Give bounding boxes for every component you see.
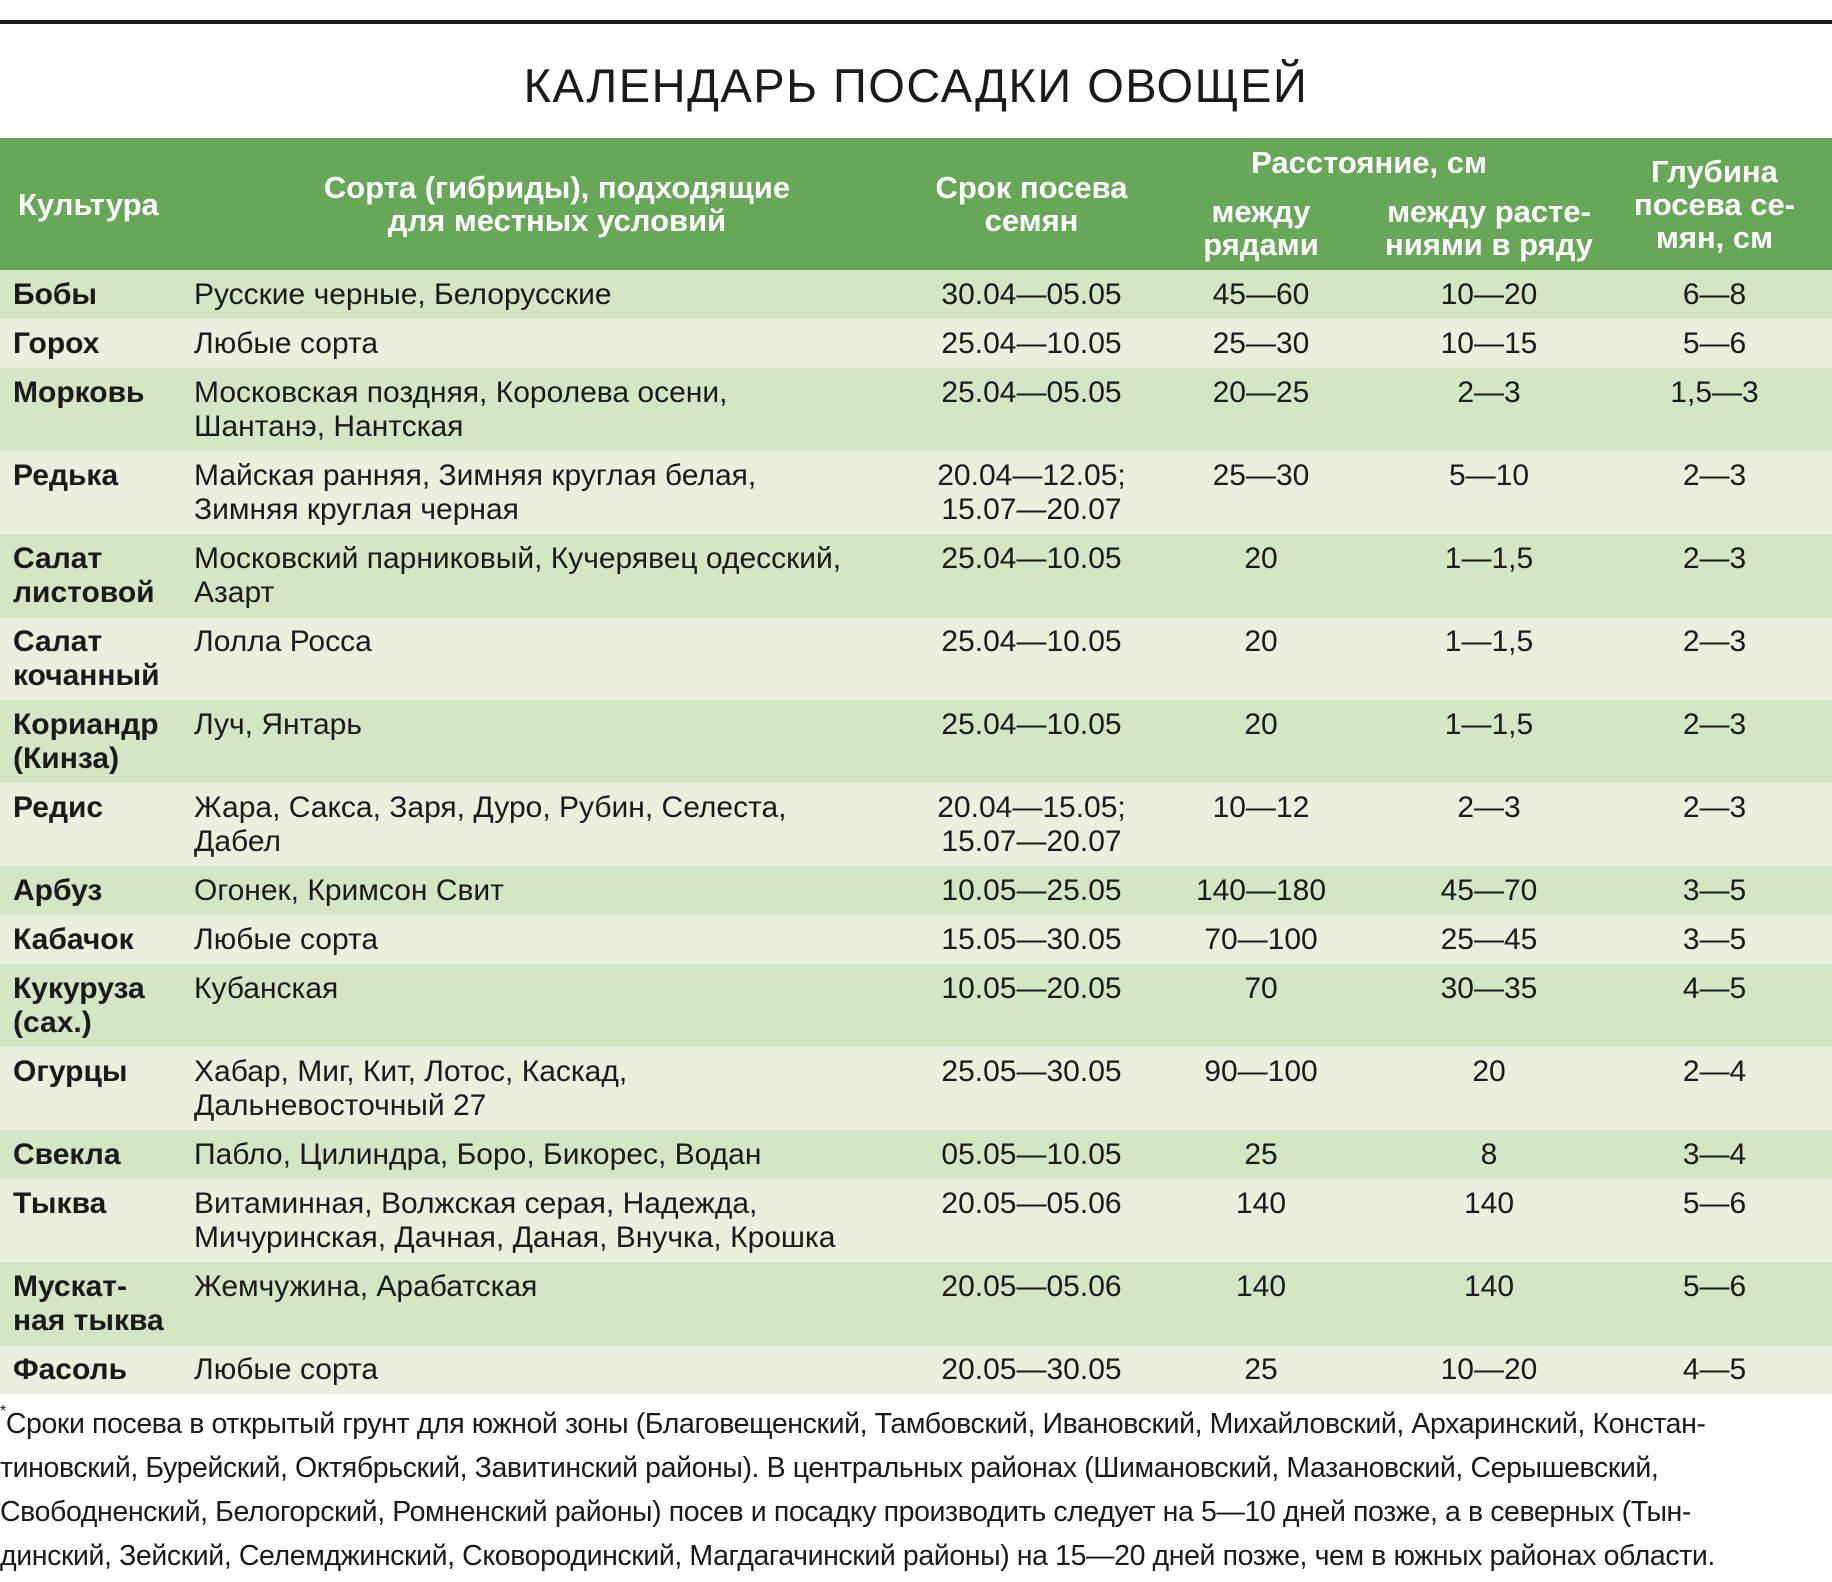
term-cell-line: 20.05—05.06 [941, 1187, 1122, 1220]
crop-cell [0, 1262, 192, 1345]
term-cell [922, 617, 1141, 700]
between-plants-cell: 8 [1381, 1130, 1597, 1179]
between-plants-cell: 25—45 [1381, 915, 1597, 964]
table-row [0, 534, 1832, 617]
between-rows-cell: 70 [1141, 964, 1381, 1047]
crop-cell-line: Салат [13, 542, 103, 575]
term-cell-line: 20.04—12.05; [937, 459, 1126, 492]
sorts-cell [192, 1262, 922, 1345]
between-plants-cell: 1—1,5 [1381, 534, 1597, 617]
term-cell-line: 05.05—10.05 [941, 1138, 1122, 1171]
between-plants-cell: 2—3 [1381, 783, 1597, 866]
sorts-cell-line: Зимняя круглая черная [194, 493, 519, 526]
between-plants-cell: 10—20 [1381, 1345, 1597, 1394]
header-depth-line3: мян, см [1655, 219, 1774, 255]
crop-cell [0, 1130, 192, 1179]
header-depth-line1: Глубина [1651, 153, 1778, 189]
header-sorts-line1: Сорта (гибриды), подходящие [323, 170, 791, 205]
header-term-line2: семян [984, 203, 1079, 238]
table-body [0, 270, 1832, 1394]
between-rows-cell: 140 [1141, 1179, 1381, 1262]
depth-cell: 2—3 [1597, 700, 1832, 783]
term-cell [922, 1047, 1141, 1130]
sorts-cell [192, 1047, 922, 1130]
term-cell-line: 25.04—10.05 [941, 542, 1122, 575]
sorts-cell-line: Любые сорта [194, 327, 379, 360]
footnote-text: Свободненский, Белогорский, Ромненский районы) посев и посадку производить следует на 5—10 дней позже, а в северных (Тын- [0, 1496, 1691, 1528]
sorts-cell-line: Хабар, Миг, Кит, Лотос, Каскад, [194, 1055, 628, 1088]
footnote-line [0, 1446, 1832, 1490]
sorts-cell-line: Огонек, Кримсон Свит [194, 874, 504, 907]
sorts-cell [192, 319, 922, 368]
sorts-cell-line: Кубанская [194, 972, 339, 1005]
sorts-cell [192, 617, 922, 700]
table-row [0, 1130, 1832, 1179]
table-row [0, 700, 1832, 783]
term-cell-line: 25.05—30.05 [941, 1055, 1122, 1088]
sorts-cell [192, 915, 922, 964]
crop-cell [0, 783, 192, 866]
crop-cell [0, 915, 192, 964]
crop-cell-line: Кукуруза [13, 972, 145, 1005]
footnote-line [0, 1534, 1832, 1578]
header-sorts [192, 138, 922, 270]
crop-cell [0, 617, 192, 700]
sorts-cell-line: Московская поздняя, Королева осени, [194, 376, 728, 409]
header-rows-line1: между [1211, 194, 1311, 229]
depth-cell: 2—3 [1597, 783, 1832, 866]
term-cell-line: 10.05—25.05 [941, 874, 1122, 907]
header-term-line1: Срок посева [935, 170, 1128, 205]
table-row [0, 451, 1832, 534]
table-row [0, 270, 1832, 319]
term-cell-line: 20.05—05.06 [941, 1270, 1122, 1303]
between-rows-cell: 140 [1141, 1262, 1381, 1345]
sorts-cell-line: Дальневосточный 27 [194, 1089, 487, 1122]
table-row [0, 1345, 1832, 1394]
crop-cell [0, 534, 192, 617]
depth-cell: 3—5 [1597, 866, 1832, 915]
depth-cell: 4—5 [1597, 1345, 1832, 1394]
between-rows-cell: 140—180 [1141, 866, 1381, 915]
between-plants-cell: 20 [1381, 1047, 1597, 1130]
term-cell-line: 25.04—10.05 [941, 708, 1122, 741]
term-cell [922, 270, 1141, 319]
sorts-cell-line: Шантанэ, Нантская [194, 410, 464, 443]
between-plants-cell: 140 [1381, 1179, 1597, 1262]
sorts-cell [192, 1345, 922, 1394]
term-cell [922, 1179, 1141, 1262]
between-plants-cell: 10—20 [1381, 270, 1597, 319]
depth-cell: 5—6 [1597, 1179, 1832, 1262]
term-cell [922, 319, 1141, 368]
sorts-cell [192, 1179, 922, 1262]
header-between-plants [1381, 186, 1597, 270]
footnote-line [0, 1490, 1832, 1534]
depth-cell: 3—5 [1597, 915, 1832, 964]
table-row [0, 319, 1832, 368]
term-cell-line: 15.07—20.07 [941, 493, 1122, 526]
crop-cell-line: Горох [13, 327, 100, 360]
depth-cell: 6—8 [1597, 270, 1832, 319]
footnote [0, 1402, 1832, 1578]
sorts-cell [192, 964, 922, 1047]
crop-cell [0, 866, 192, 915]
sorts-cell-line: Витаминная, Волжская серая, Надежда, [194, 1187, 758, 1220]
term-cell [922, 700, 1141, 783]
crop-cell [0, 1179, 192, 1262]
footnote-marker: * [0, 1403, 6, 1420]
depth-cell: 4—5 [1597, 964, 1832, 1047]
crop-cell [0, 964, 192, 1047]
term-cell [922, 915, 1141, 964]
sorts-cell-line: Любые сорта [194, 1353, 379, 1386]
crop-cell-line: Мускат- [13, 1270, 127, 1303]
crop-cell-line: Салат [13, 625, 103, 658]
header-between-rows [1141, 186, 1381, 270]
term-cell [922, 368, 1141, 451]
depth-cell: 5—6 [1597, 319, 1832, 368]
sorts-cell [192, 451, 922, 534]
top-rule [0, 20, 1832, 24]
term-cell [922, 1262, 1141, 1345]
table-row [0, 1262, 1832, 1345]
crop-cell-line: Кабачок [13, 923, 134, 956]
header-sorts-line2: для местных условий [387, 203, 727, 238]
crop-cell-line: Кориандр [13, 708, 159, 741]
between-plants-cell: 2—3 [1381, 368, 1597, 451]
crop-cell-line: Морковь [13, 376, 145, 409]
planting-calendar-table [0, 138, 1832, 1394]
crop-cell [0, 451, 192, 534]
sorts-cell-line: Луч, Янтарь [194, 708, 362, 741]
crop-cell-line: кочанный [13, 659, 160, 692]
term-cell-line: 30.04—05.05 [941, 278, 1122, 311]
sorts-cell [192, 700, 922, 783]
between-plants-cell: 30—35 [1381, 964, 1597, 1047]
header-rows-line2: рядами [1203, 227, 1319, 262]
table-row [0, 783, 1832, 866]
sorts-cell [192, 270, 922, 319]
between-rows-cell: 20—25 [1141, 368, 1381, 451]
crop-cell-line: Свекла [13, 1138, 121, 1171]
between-plants-cell: 5—10 [1381, 451, 1597, 534]
crop-cell-line: Редис [13, 791, 104, 824]
crop-cell [0, 700, 192, 783]
between-rows-cell: 90—100 [1141, 1047, 1381, 1130]
table-header [0, 138, 1832, 270]
crop-cell-line: (Кинза) [13, 742, 120, 775]
crop-cell-line: Бобы [13, 278, 98, 311]
table-row [0, 964, 1832, 1047]
term-cell-line: 20.05—30.05 [941, 1353, 1122, 1386]
sorts-cell-line: Лолла Росса [194, 625, 372, 658]
sorts-cell-line: Дабел [194, 825, 282, 858]
term-cell-line: 25.04—10.05 [941, 327, 1122, 360]
header-depth-line2: посева се- [1633, 186, 1796, 222]
header-depth [1597, 138, 1832, 270]
crop-cell-line: листовой [13, 576, 155, 609]
between-rows-cell: 20 [1141, 534, 1381, 617]
depth-cell: 3—4 [1597, 1130, 1832, 1179]
between-plants-cell: 140 [1381, 1262, 1597, 1345]
depth-cell: 1,5—3 [1597, 368, 1832, 451]
table-row [0, 915, 1832, 964]
sorts-cell-line: Русские черные, Белорусские [194, 278, 612, 311]
header-plants-line1: между расте- [1387, 194, 1591, 229]
between-rows-cell: 25—30 [1141, 319, 1381, 368]
term-cell [922, 534, 1141, 617]
sorts-cell-line: Жемчужина, Арабатская [194, 1270, 538, 1303]
sorts-cell [192, 368, 922, 451]
sorts-cell [192, 534, 922, 617]
term-cell [922, 866, 1141, 915]
header-distance: Расстояние, см [1141, 138, 1597, 186]
sorts-cell-line: Пабло, Цилиндра, Боро, Бикорес, Водан [194, 1138, 762, 1171]
crop-cell [0, 1345, 192, 1394]
page-title: КАЛЕНДАРЬ ПОСАДКИ ОВОЩЕЙ [523, 59, 1309, 112]
header-crop: Культура [0, 138, 192, 270]
sorts-cell-line: Азарт [194, 576, 275, 609]
crop-cell-line: Редька [13, 459, 119, 492]
sorts-cell-line: Московский парниковый, Кучерявец одесский, [194, 542, 842, 575]
table-row [0, 368, 1832, 451]
between-plants-cell: 10—15 [1381, 319, 1597, 368]
between-plants-cell: 45—70 [1381, 866, 1597, 915]
crop-cell [0, 319, 192, 368]
depth-cell: 5—6 [1597, 1262, 1832, 1345]
table-row [0, 617, 1832, 700]
footnote-text: динский, Зейский, Селемджинский, Сковородинский, Магдагачинский районы) на 15—20 дней позже, чем в южных районах области. [0, 1540, 1715, 1572]
between-rows-cell: 20 [1141, 700, 1381, 783]
crop-cell-line: ная тыква [13, 1304, 164, 1337]
term-cell-line: 15.07—20.07 [941, 825, 1122, 858]
footnote-text: тиновский, Бурейский, Октябрьский, Завитинский районы). В центральных районах (Шимановский, Мазановский, Серышевский, [0, 1452, 1659, 1484]
depth-cell: 2—4 [1597, 1047, 1832, 1130]
sorts-cell-line: Любые сорта [194, 923, 379, 956]
sorts-cell-line: Майская ранняя, Зимняя круглая белая, [194, 459, 757, 492]
table-row [0, 1179, 1832, 1262]
depth-cell: 2—3 [1597, 451, 1832, 534]
sorts-cell [192, 866, 922, 915]
between-plants-cell: 1—1,5 [1381, 617, 1597, 700]
crop-cell-line: Огурцы [13, 1055, 128, 1088]
between-rows-cell: 25—30 [1141, 451, 1381, 534]
header-term [922, 138, 1141, 270]
term-cell-line: 25.04—05.05 [941, 376, 1122, 409]
footnote-line [0, 1402, 1832, 1446]
footnote-text: Сроки посева в открытый грунт для южной зоны (Благовещенский, Тамбовский, Ивановский, Михайловский, Архаринский, Констан- [5, 1408, 1706, 1440]
sorts-cell [192, 783, 922, 866]
table-row [0, 866, 1832, 915]
term-cell-line: 20.04—15.05; [937, 791, 1126, 824]
between-rows-cell: 25 [1141, 1345, 1381, 1394]
sorts-cell-line: Мичуринская, Дачная, Даная, Внучка, Крошка [194, 1221, 836, 1254]
between-plants-cell: 1—1,5 [1381, 700, 1597, 783]
term-cell-line: 10.05—20.05 [941, 972, 1122, 1005]
crop-cell [0, 1047, 192, 1130]
term-cell [922, 964, 1141, 1047]
term-cell [922, 451, 1141, 534]
crop-cell-line: Тыква [13, 1187, 107, 1220]
crop-cell [0, 368, 192, 451]
term-cell [922, 783, 1141, 866]
between-rows-cell: 70—100 [1141, 915, 1381, 964]
term-cell [922, 1130, 1141, 1179]
header-plants-line2: ниями в ряду [1384, 227, 1594, 262]
between-rows-cell: 20 [1141, 617, 1381, 700]
crop-cell-line: (сах.) [13, 1006, 92, 1039]
between-rows-cell: 10—12 [1141, 783, 1381, 866]
table-row [0, 1047, 1832, 1130]
term-cell-line: 25.04—10.05 [941, 625, 1122, 658]
sorts-cell-line: Жара, Сакса, Заря, Дуро, Рубин, Селеста, [194, 791, 787, 824]
between-rows-cell: 45—60 [1141, 270, 1381, 319]
depth-cell: 2—3 [1597, 534, 1832, 617]
term-cell [922, 1345, 1141, 1394]
sorts-cell [192, 1130, 922, 1179]
depth-cell: 2—3 [1597, 617, 1832, 700]
crop-cell-line: Арбуз [13, 874, 103, 907]
between-rows-cell: 25 [1141, 1130, 1381, 1179]
term-cell-line: 15.05—30.05 [941, 923, 1122, 956]
crop-cell [0, 270, 192, 319]
crop-cell-line: Фасоль [13, 1353, 128, 1386]
